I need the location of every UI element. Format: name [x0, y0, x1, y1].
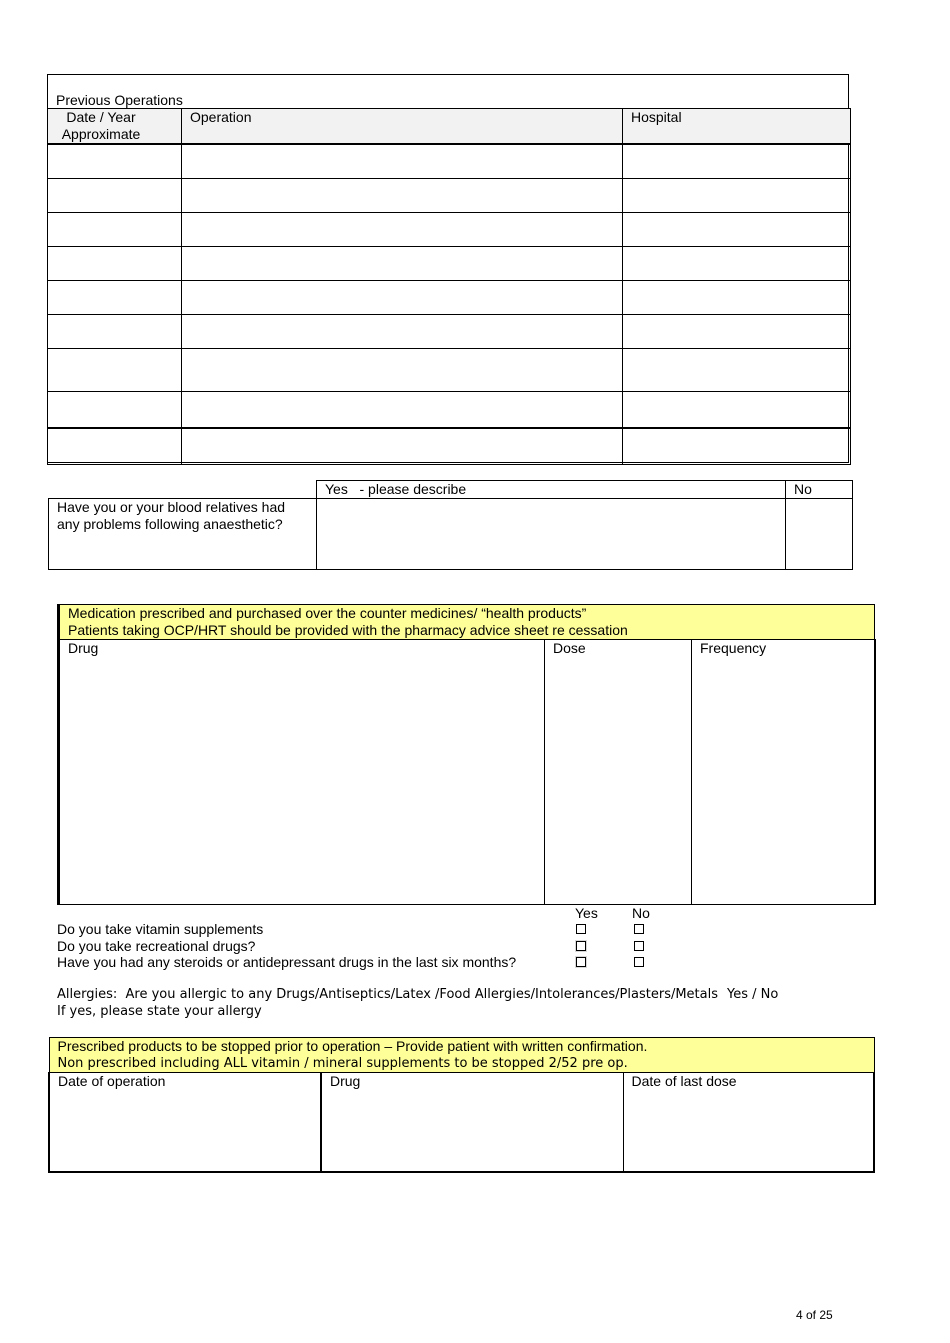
recreational-no-checkbox[interactable]: [634, 941, 644, 951]
allergies-question: Allergies: Are you allergic to any Drugs/Antiseptics/Latex /Food Allergies/Intolerances/Plasters/Metals: [57, 987, 719, 1002]
yes-describe-field[interactable]: [317, 499, 786, 570]
date-of-last-dose-label: Date of last dose: [631, 1073, 737, 1089]
frequency-label: Frequency: [700, 640, 767, 656]
date-of-operation-column[interactable]: [49, 1073, 321, 1173]
dose-column[interactable]: [545, 640, 692, 905]
dose-label: Dose: [553, 640, 586, 656]
medication-header: [59, 605, 875, 640]
table-row: [49, 499, 853, 570]
stop-products-header: [49, 1038, 874, 1073]
table-row: [48, 281, 851, 315]
anaesthetic-problems-table: [48, 480, 853, 570]
operation-cell[interactable]: [182, 392, 623, 429]
operation-cell[interactable]: [182, 349, 623, 392]
question-recreational-drugs: Do you take recreational drugs?: [57, 938, 256, 954]
date-cell[interactable]: [48, 213, 182, 247]
operation-cell[interactable]: [182, 428, 623, 465]
vitamins-yes-checkbox[interactable]: [576, 924, 586, 934]
operation-cell[interactable]: [182, 315, 623, 349]
hospital-cell[interactable]: [623, 179, 851, 213]
hospital-cell[interactable]: [623, 281, 851, 315]
stop-header-row: [49, 1038, 874, 1073]
medication-table: [57, 604, 876, 905]
yes-column-label: Yes: [575, 905, 598, 921]
table-row: [48, 247, 851, 281]
column-header-date: Date / Year Approximate: [48, 109, 182, 145]
medication-header-line-2: Patients taking OCP/HRT should be provided with the pharmacy advice sheet re cessation: [68, 622, 628, 638]
steroids-yes-checkbox[interactable]: [576, 957, 586, 967]
stop-products-table: [48, 1037, 875, 1173]
allergies-yes-no[interactable]: Yes / No: [727, 987, 779, 1002]
page-number: 4 of 25: [796, 1308, 833, 1322]
table-row: [48, 179, 851, 213]
table-row: [48, 315, 851, 349]
no-field[interactable]: [786, 499, 853, 570]
yes-describe-header: Yes - please describe: [317, 481, 786, 499]
column-header-hospital: Hospital: [623, 109, 851, 145]
date-cell[interactable]: [48, 349, 182, 392]
vitamins-no-checkbox[interactable]: [634, 924, 644, 934]
operation-cell[interactable]: [182, 213, 623, 247]
table-header-row: [48, 109, 851, 145]
table-row: [48, 144, 851, 179]
operation-cell[interactable]: [182, 144, 623, 179]
table-header-row: [49, 481, 853, 499]
stop-drug-column[interactable]: [321, 1073, 623, 1173]
hospital-cell[interactable]: [623, 349, 851, 392]
drug-label: Drug: [68, 640, 99, 656]
table-row: [48, 349, 851, 392]
date-of-last-dose-column[interactable]: [623, 1073, 874, 1173]
anaesthetic-question: Have you or your blood relatives had any problems following anaesthetic?: [49, 499, 317, 570]
frequency-column[interactable]: [692, 640, 875, 905]
hospital-cell[interactable]: [623, 144, 851, 179]
date-cell[interactable]: [48, 428, 182, 465]
date-cell[interactable]: [48, 247, 182, 281]
date-cell[interactable]: [48, 392, 182, 429]
previous-operations-table: [47, 108, 851, 465]
table-row: [48, 392, 851, 429]
hospital-cell[interactable]: [623, 247, 851, 281]
hospital-cell[interactable]: [623, 428, 851, 465]
date-cell[interactable]: [48, 179, 182, 213]
hospital-cell[interactable]: [623, 213, 851, 247]
steroids-no-checkbox[interactable]: [634, 957, 644, 967]
table-row: [48, 213, 851, 247]
table-row: [49, 1073, 874, 1173]
table-row: [59, 640, 875, 905]
no-column-label: No: [632, 905, 650, 921]
allergies-instruction: If yes, please state your allergy: [57, 1004, 262, 1019]
drug-column[interactable]: [59, 640, 545, 905]
date-of-operation-label: Date of operation: [58, 1073, 166, 1089]
operation-cell[interactable]: [182, 179, 623, 213]
recreational-yes-checkbox[interactable]: [576, 941, 586, 951]
question-vitamins: Do you take vitamin supplements: [57, 921, 264, 937]
medication-header-row: [59, 605, 875, 640]
no-header: No: [786, 481, 853, 499]
stop-drug-label: Drug: [330, 1073, 361, 1089]
column-header-operation: Operation: [182, 109, 623, 145]
table-row: [48, 428, 851, 465]
empty-header-cell: [49, 481, 317, 499]
date-cell[interactable]: [48, 144, 182, 179]
question-steroids: Have you had any steroids or antidepressant drugs in the last six months?: [57, 954, 517, 970]
date-cell[interactable]: [48, 281, 182, 315]
previous-operations-title: Previous Operations: [56, 92, 183, 108]
medication-header-line-1: Medication prescribed and purchased over the counter medicines/ “health products”: [68, 605, 587, 621]
operation-cell[interactable]: [182, 281, 623, 315]
hospital-cell[interactable]: [623, 392, 851, 429]
date-cell[interactable]: [48, 315, 182, 349]
stop-header-line-2: Non prescribed including ALL vitamin / mineral supplements to be stopped 2/52 pre op.: [57, 1056, 628, 1071]
stop-header-line-1: Prescribed products to be stopped prior to operation – Provide patient with written confirmation.: [57, 1038, 648, 1054]
hospital-cell[interactable]: [623, 315, 851, 349]
operation-cell[interactable]: [182, 247, 623, 281]
